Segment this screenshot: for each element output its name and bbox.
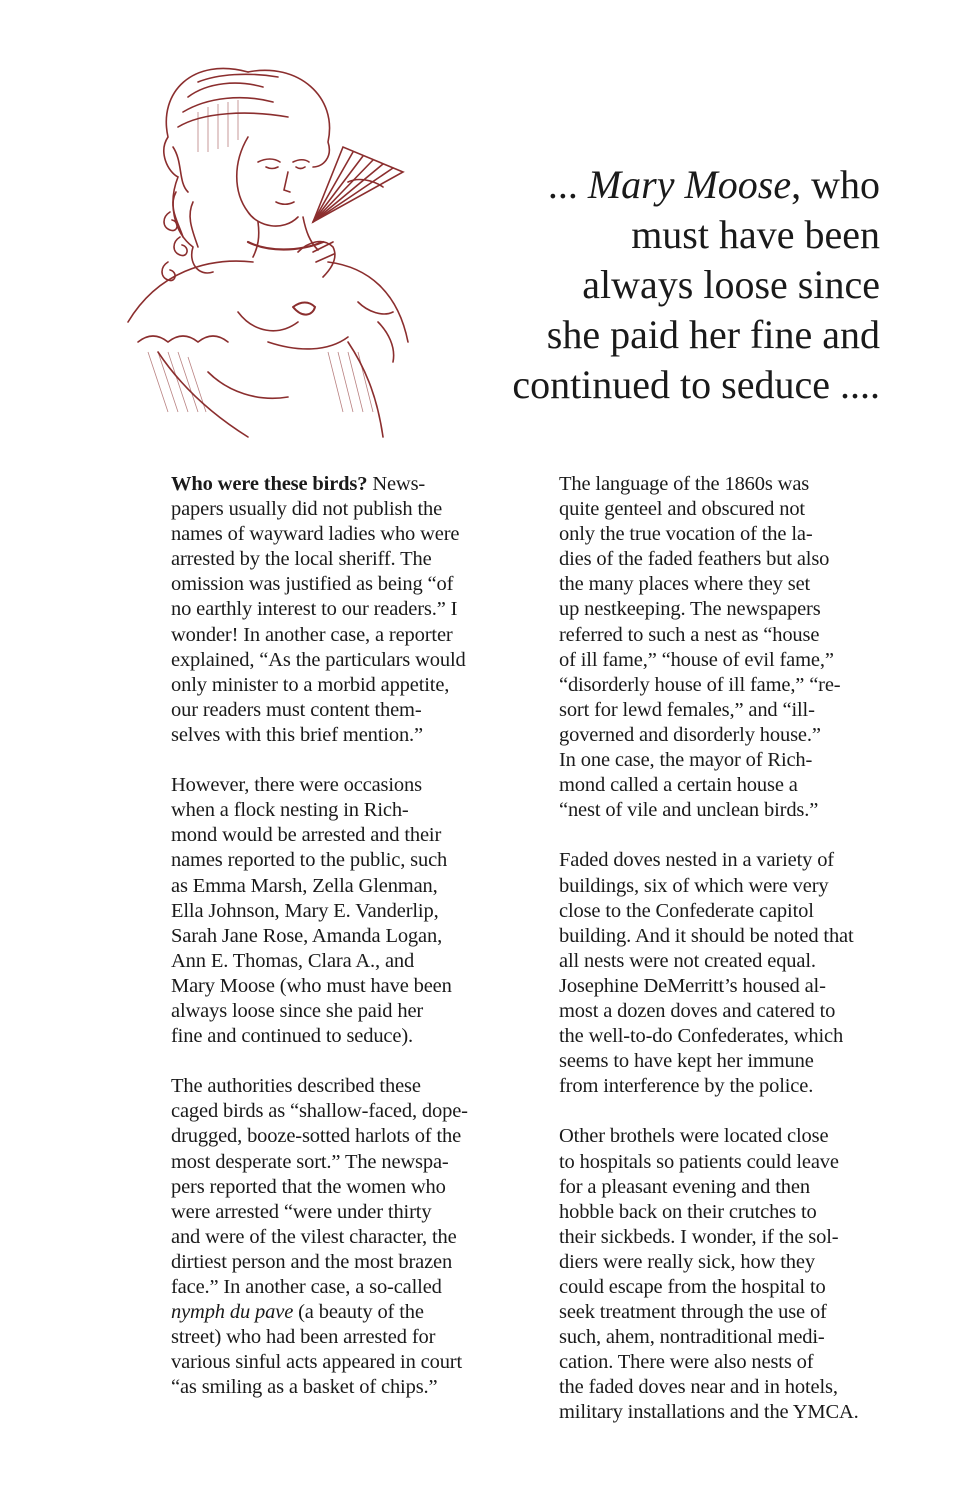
text-line: street) who had been arrested for xyxy=(171,1326,436,1349)
text-line: In one case, the mayor of Rich- xyxy=(559,749,813,772)
pull-quote-line-2: must have been xyxy=(631,212,880,257)
text-line: quite genteel and obscured not xyxy=(559,498,805,521)
text-line: only minister to a morbid appetite, xyxy=(171,673,450,696)
pull-quote-line-3: always loose since xyxy=(582,262,880,307)
text-line: “as smiling as a basket of chips.” xyxy=(171,1376,438,1399)
text-line: were arrested “were under thirty xyxy=(171,1200,432,1223)
text-line: and were of the vilest character, the xyxy=(171,1225,457,1248)
text-line: names of wayward ladies who were xyxy=(171,523,460,546)
left-paragraph-3 xyxy=(171,1074,537,1400)
text-line: “disorderly house of ill fame,” “re- xyxy=(559,673,841,696)
text-line: close to the Confederate capitol xyxy=(559,899,814,922)
text-line: buildings, six of which were very xyxy=(559,874,829,897)
text-line: Mary Moose (who must have been xyxy=(171,974,452,997)
right-paragraph-2 xyxy=(559,848,919,1099)
text-line: However, there were occasions xyxy=(171,774,422,797)
text-line: the many places where they set xyxy=(559,573,811,596)
text-line: military installations and the YMCA. xyxy=(559,1401,859,1424)
text-line: seek treatment through the use of xyxy=(559,1301,827,1324)
pull-quote-name: Mary Moose xyxy=(587,162,792,207)
text-line: mond called a certain house a xyxy=(559,774,798,797)
text-line: arrested by the local sheriff. The xyxy=(171,548,432,571)
pull-quote-text: , who xyxy=(791,162,880,207)
text-line: fine and continued to seduce). xyxy=(171,1025,413,1048)
right-paragraph-1 xyxy=(559,472,919,823)
text-line: omission was justified as being “of xyxy=(171,573,454,596)
text-line: from interference by the police. xyxy=(559,1075,814,1098)
text-line: hobble back on their crutches to xyxy=(559,1200,817,1223)
text-line: explained, “As the particulars would xyxy=(171,648,466,671)
text-line: drugged, booze-sotted harlots of the xyxy=(171,1125,462,1148)
text-line: their sickbeds. I wonder, if the sol- xyxy=(559,1225,839,1248)
text-line: as Emma Marsh, Zella Glenman, xyxy=(171,874,438,897)
text-line: papers usually did not publish the xyxy=(171,498,443,521)
right-column xyxy=(559,472,919,1451)
text-line: Ann E. Thomas, Clara A., and xyxy=(171,949,415,972)
text-line: diers were really sick, how they xyxy=(559,1250,815,1273)
text-line xyxy=(171,1300,537,1325)
pull-quote xyxy=(420,160,880,410)
text-line: most a dozen doves and catered to xyxy=(559,999,836,1022)
pull-quote-ellipsis: ... xyxy=(547,162,588,207)
text-line: selves with this brief mention.” xyxy=(171,723,423,746)
text-fragment: (a beauty of the xyxy=(293,1301,424,1324)
text-line: The authorities described these xyxy=(171,1075,421,1098)
text-line: the well-to-do Confederates, which xyxy=(559,1025,844,1048)
text-line: seems to have kept her immune xyxy=(559,1050,814,1073)
text-line: names reported to the public, such xyxy=(171,849,448,872)
text-line: the faded doves near and in hotels, xyxy=(559,1376,838,1399)
text-line: sort for lewd females,” and “ill- xyxy=(559,698,815,721)
pull-quote-line-1 xyxy=(420,160,880,210)
text-line: Other brothels were located close xyxy=(559,1125,829,1148)
left-paragraph-1 xyxy=(171,472,537,748)
text-line: up nestkeeping. The newspapers xyxy=(559,598,821,621)
text-line xyxy=(171,472,537,497)
pull-quote-line-4: she paid her fine and xyxy=(546,312,880,357)
text-line: The language of the 1860s was xyxy=(559,473,810,495)
text-line: our readers must content them- xyxy=(171,698,422,721)
text-line: cation. There were also nests of xyxy=(559,1351,814,1374)
text-line: for a pleasant evening and then xyxy=(559,1175,810,1198)
woman-with-fan-engraving xyxy=(98,52,433,442)
text-line: all nests were not created equal. xyxy=(559,949,816,972)
text-line: wonder! In another case, a reporter xyxy=(171,623,453,646)
text-line: dies of the faded feathers but also xyxy=(559,548,830,571)
text-line: “nest of vile and unclean birds.” xyxy=(559,799,819,822)
right-paragraph-3 xyxy=(559,1124,919,1425)
text-fragment: News- xyxy=(367,473,426,495)
text-line: dirtiest person and the most brazen xyxy=(171,1250,453,1273)
pull-quote-line-5: continued to seduce .... xyxy=(512,362,880,407)
text-line: building. And it should be noted that xyxy=(559,924,854,947)
text-line: such, ahem, nontraditional medi- xyxy=(559,1326,825,1349)
text-line: Sarah Jane Rose, Amanda Logan, xyxy=(171,924,443,947)
text-line: Josephine DeMerritt’s housed al- xyxy=(559,974,826,997)
text-line: Faded doves nested in a variety of xyxy=(559,849,834,872)
text-line: no earthly interest to our readers.” I xyxy=(171,598,458,621)
lead-in-question: Who were these birds? xyxy=(171,473,368,495)
text-line: mond would be arrested and their xyxy=(171,824,442,847)
text-line: most desperate sort.” The newspa- xyxy=(171,1150,449,1173)
text-line: to hospitals so patients could leave xyxy=(559,1150,839,1173)
left-paragraph-2 xyxy=(171,773,537,1049)
text-line: when a flock nesting in Rich- xyxy=(171,799,409,822)
text-line: Ella Johnson, Mary E. Vanderlip, xyxy=(171,899,439,922)
text-line: various sinful acts appeared in court xyxy=(171,1351,463,1374)
text-line: always loose since she paid her xyxy=(171,999,424,1022)
text-line: caged birds as “shallow-faced, dope- xyxy=(171,1100,468,1123)
engraving-illustration xyxy=(98,52,433,442)
text-line: referred to such a nest as “house xyxy=(559,623,820,646)
text-line: pers reported that the women who xyxy=(171,1175,446,1198)
text-line: of ill fame,” “house of evil fame,” xyxy=(559,648,834,671)
italic-term: nymph du pave xyxy=(171,1301,294,1324)
text-line: only the true vocation of the la- xyxy=(559,523,813,546)
text-line: could escape from the hospital to xyxy=(559,1276,826,1298)
text-line: face.” In another case, a so-called xyxy=(171,1276,442,1298)
text-line: governed and disorderly house.” xyxy=(559,723,821,746)
left-column xyxy=(171,472,537,1426)
